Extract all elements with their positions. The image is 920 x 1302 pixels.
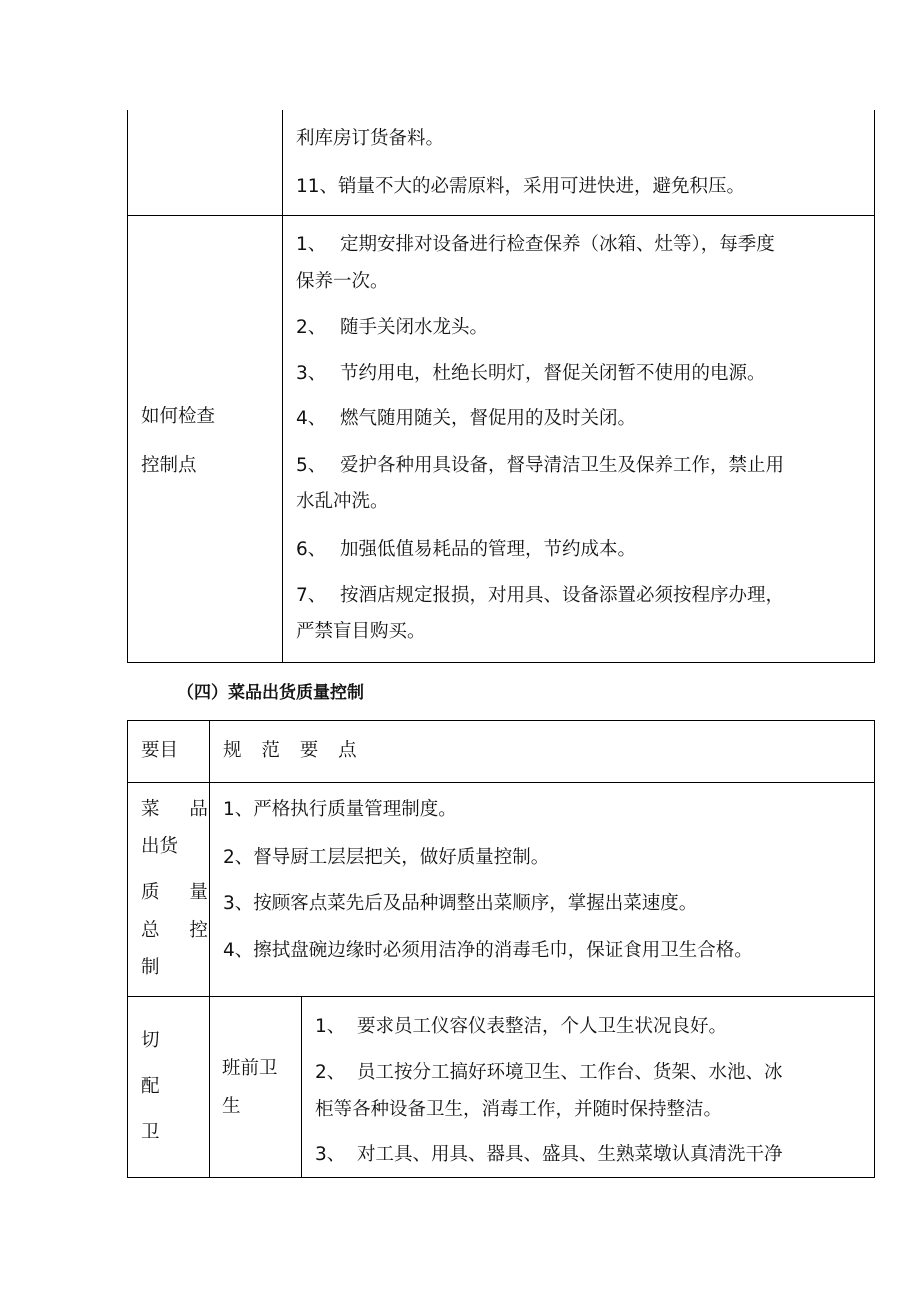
table1-col-divider [282,110,283,663]
item-number: 3、 [315,1144,346,1165]
table2-col-divider [209,720,210,1178]
column-header-category: 要目 [141,740,179,761]
list-item: 1、严格执行质量管理制度。 [223,799,457,820]
item-number: 4、 [296,408,327,429]
list-item: 2、督导厨工层层把关，做好质量控制。 [223,847,550,868]
item-number: 2、 [315,1062,346,1083]
section-heading: （四）菜品出货质量控制 [177,683,364,703]
item-text: 员工按分工搞好环境卫生、工作台、货架、水池、冰 [357,1062,783,1083]
item-number: 5、 [296,455,327,476]
table2-top-border [127,720,875,721]
item-number: 1、 [296,234,327,255]
table1-left-border [127,110,128,663]
label-char: 切 [141,1030,160,1051]
item-text: 燃气随用随关，督促用的及时关闭。 [340,408,637,429]
item-text: 定期安排对设备进行检查保养（冰箱、灶等），每季度 [340,234,775,255]
list-item: 3、按顾客点菜先后及品种调整出菜顺序，掌握出菜速度。 [223,893,698,914]
label-line: 班前卫 [222,1058,278,1079]
label-line: 控制点 [141,455,197,476]
item-text-cont: 柜等各种设备卫生，消毒工作，并随时保持整洁。 [315,1099,723,1120]
label-line: 生 [222,1096,241,1117]
label-line: 如何检查 [141,406,216,427]
item-text-cont: 水乱冲洗。 [296,491,389,512]
table1-row-divider [127,215,875,216]
column-header-key-points: 规 范 要 点 [223,740,364,761]
text-line: 利库房订货备料。 [296,128,445,149]
item-text: 爱护各种用具设备，督导清洁卫生及保养工作，禁止用 [340,455,785,476]
item-number: 6、 [296,539,327,560]
table1-right-border [874,110,875,663]
item-text: 对工具、用具、器具、盛具、生熟菜墩认真清洗干净 [357,1144,783,1165]
item-text: 要求员工仪容仪表整洁，个人卫生状况良好。 [357,1016,728,1037]
item-number: 1、 [315,1016,346,1037]
item-text: 加强低值易耗品的管理，节约成本。 [340,539,637,560]
label-line: 制 [141,957,160,978]
table2-bottom-border [127,1177,875,1178]
table2-subcol-divider [301,996,302,1178]
text-line: 11、销量不大的必需原料，采用可进快进，避免积压。 [296,176,746,197]
item-text: 节约用电，杜绝长明灯，督促关闭暂不使用的电源。 [340,363,766,384]
table2-row-divider [127,996,875,997]
label-line: 总 控 [141,920,220,941]
table2-left-border [127,720,128,1178]
table2-right-border [874,720,875,1178]
item-text-cont: 严禁盲目购买。 [296,621,426,642]
table1-bottom-border [127,662,875,663]
list-item: 4、擦拭盘碗边缘时必须用洁净的消毒毛巾，保证食用卫生合格。 [223,940,753,961]
item-number: 2、 [296,317,327,338]
item-text-cont: 保养一次。 [296,271,389,292]
item-text: 按酒店规定报损，对用具、设备添置必须按程序办理， [340,585,785,606]
item-number: 7、 [296,585,327,606]
item-text: 随手关闭水龙头。 [340,317,489,338]
label-char: 卫 [141,1122,160,1143]
label-char: 配 [141,1076,160,1097]
item-number: 3、 [296,363,327,384]
label-line: 出货 [141,836,179,857]
label-line: 菜 品 [141,799,220,820]
table2-header-divider [127,782,875,783]
label-line: 质 量 [141,882,220,903]
